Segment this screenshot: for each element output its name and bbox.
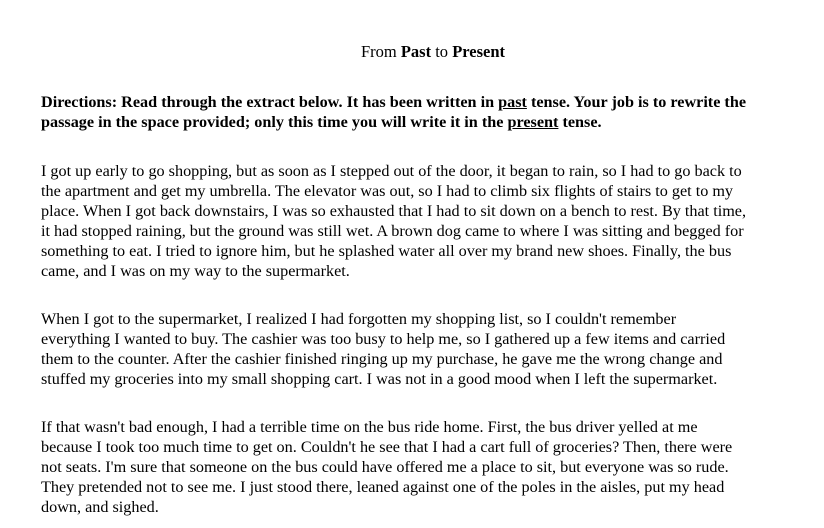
paragraph-line: something to eat. I tried to ignore him, but he splashed water all over my brand new shoes. Finally, the bus [41,242,732,260]
paragraph-line: I got up early to go shopping, but as soon as I stepped out of the door, it began to rain, so I had to go back to [41,162,742,180]
paragraph-line: because I took too much time to get on. Couldn't he see that I had a cart full of groceries? Then, there were [41,438,733,456]
paragraph-line: down, and sighed. [41,498,159,516]
title-prefix: From [360,42,401,61]
paragraph-line: not seats. I'm sure that someone on the bus could have offered me a place to sit, but everyone was so rude. [41,458,729,476]
directions-underline-present: present [507,113,559,131]
paragraph-line: them to the counter. After the cashier finished ringing up my purchase, he gave me the wrong change and [41,350,723,368]
paragraph-line: everything I wanted to buy. The cashier was too busy to help me, so I gathered up a few items and carried [41,330,726,348]
paragraph-2 [41,309,789,389]
paragraph-line: place. When I got back downstairs, I was so exhausted that I had to sit down on a bench to rest. By that time, [41,202,747,220]
directions [41,92,801,132]
title-past: Past [400,42,432,61]
paragraph-line: When I got to the supermarket, I realized I had forgotten my shopping list, so I couldn't remember [41,310,677,328]
title-middle: to [431,42,453,61]
directions-text-2: tense. Your job is to rewrite the passage in the space provided; only this time you will write it in the [41,93,747,131]
paragraph-line: stuffed my groceries into my small shopping cart. I was not in a good mood when I left the supermarket. [41,370,718,388]
paragraph-3 [41,417,789,517]
paragraph-1 [41,161,789,281]
paragraph-line: the apartment and get my umbrella. The elevator was out, so I had to climb six flights of stairs to get to my [41,182,734,200]
directions-text-3: tense. [558,113,602,131]
title-present: Present [452,42,506,61]
paragraph-line: came, and I was on my way to the supermarket. [41,262,350,280]
directions-underline-past: past [498,93,527,111]
directions-text-1: Directions: Read through the extract below. It has been written in [41,93,499,111]
paragraph-line: They pretended not to see me. I just stood there, leaned against one of the poles in the aisles, put my head [41,478,725,496]
paragraph-line: If that wasn't bad enough, I had a terrible time on the bus ride home. First, the bus driver yelled at me [41,418,698,436]
page-title [0,42,824,62]
paragraph-line: it had stopped raining, but the ground was still wet. A brown dog came to where I was sitting and begged for [41,222,744,240]
